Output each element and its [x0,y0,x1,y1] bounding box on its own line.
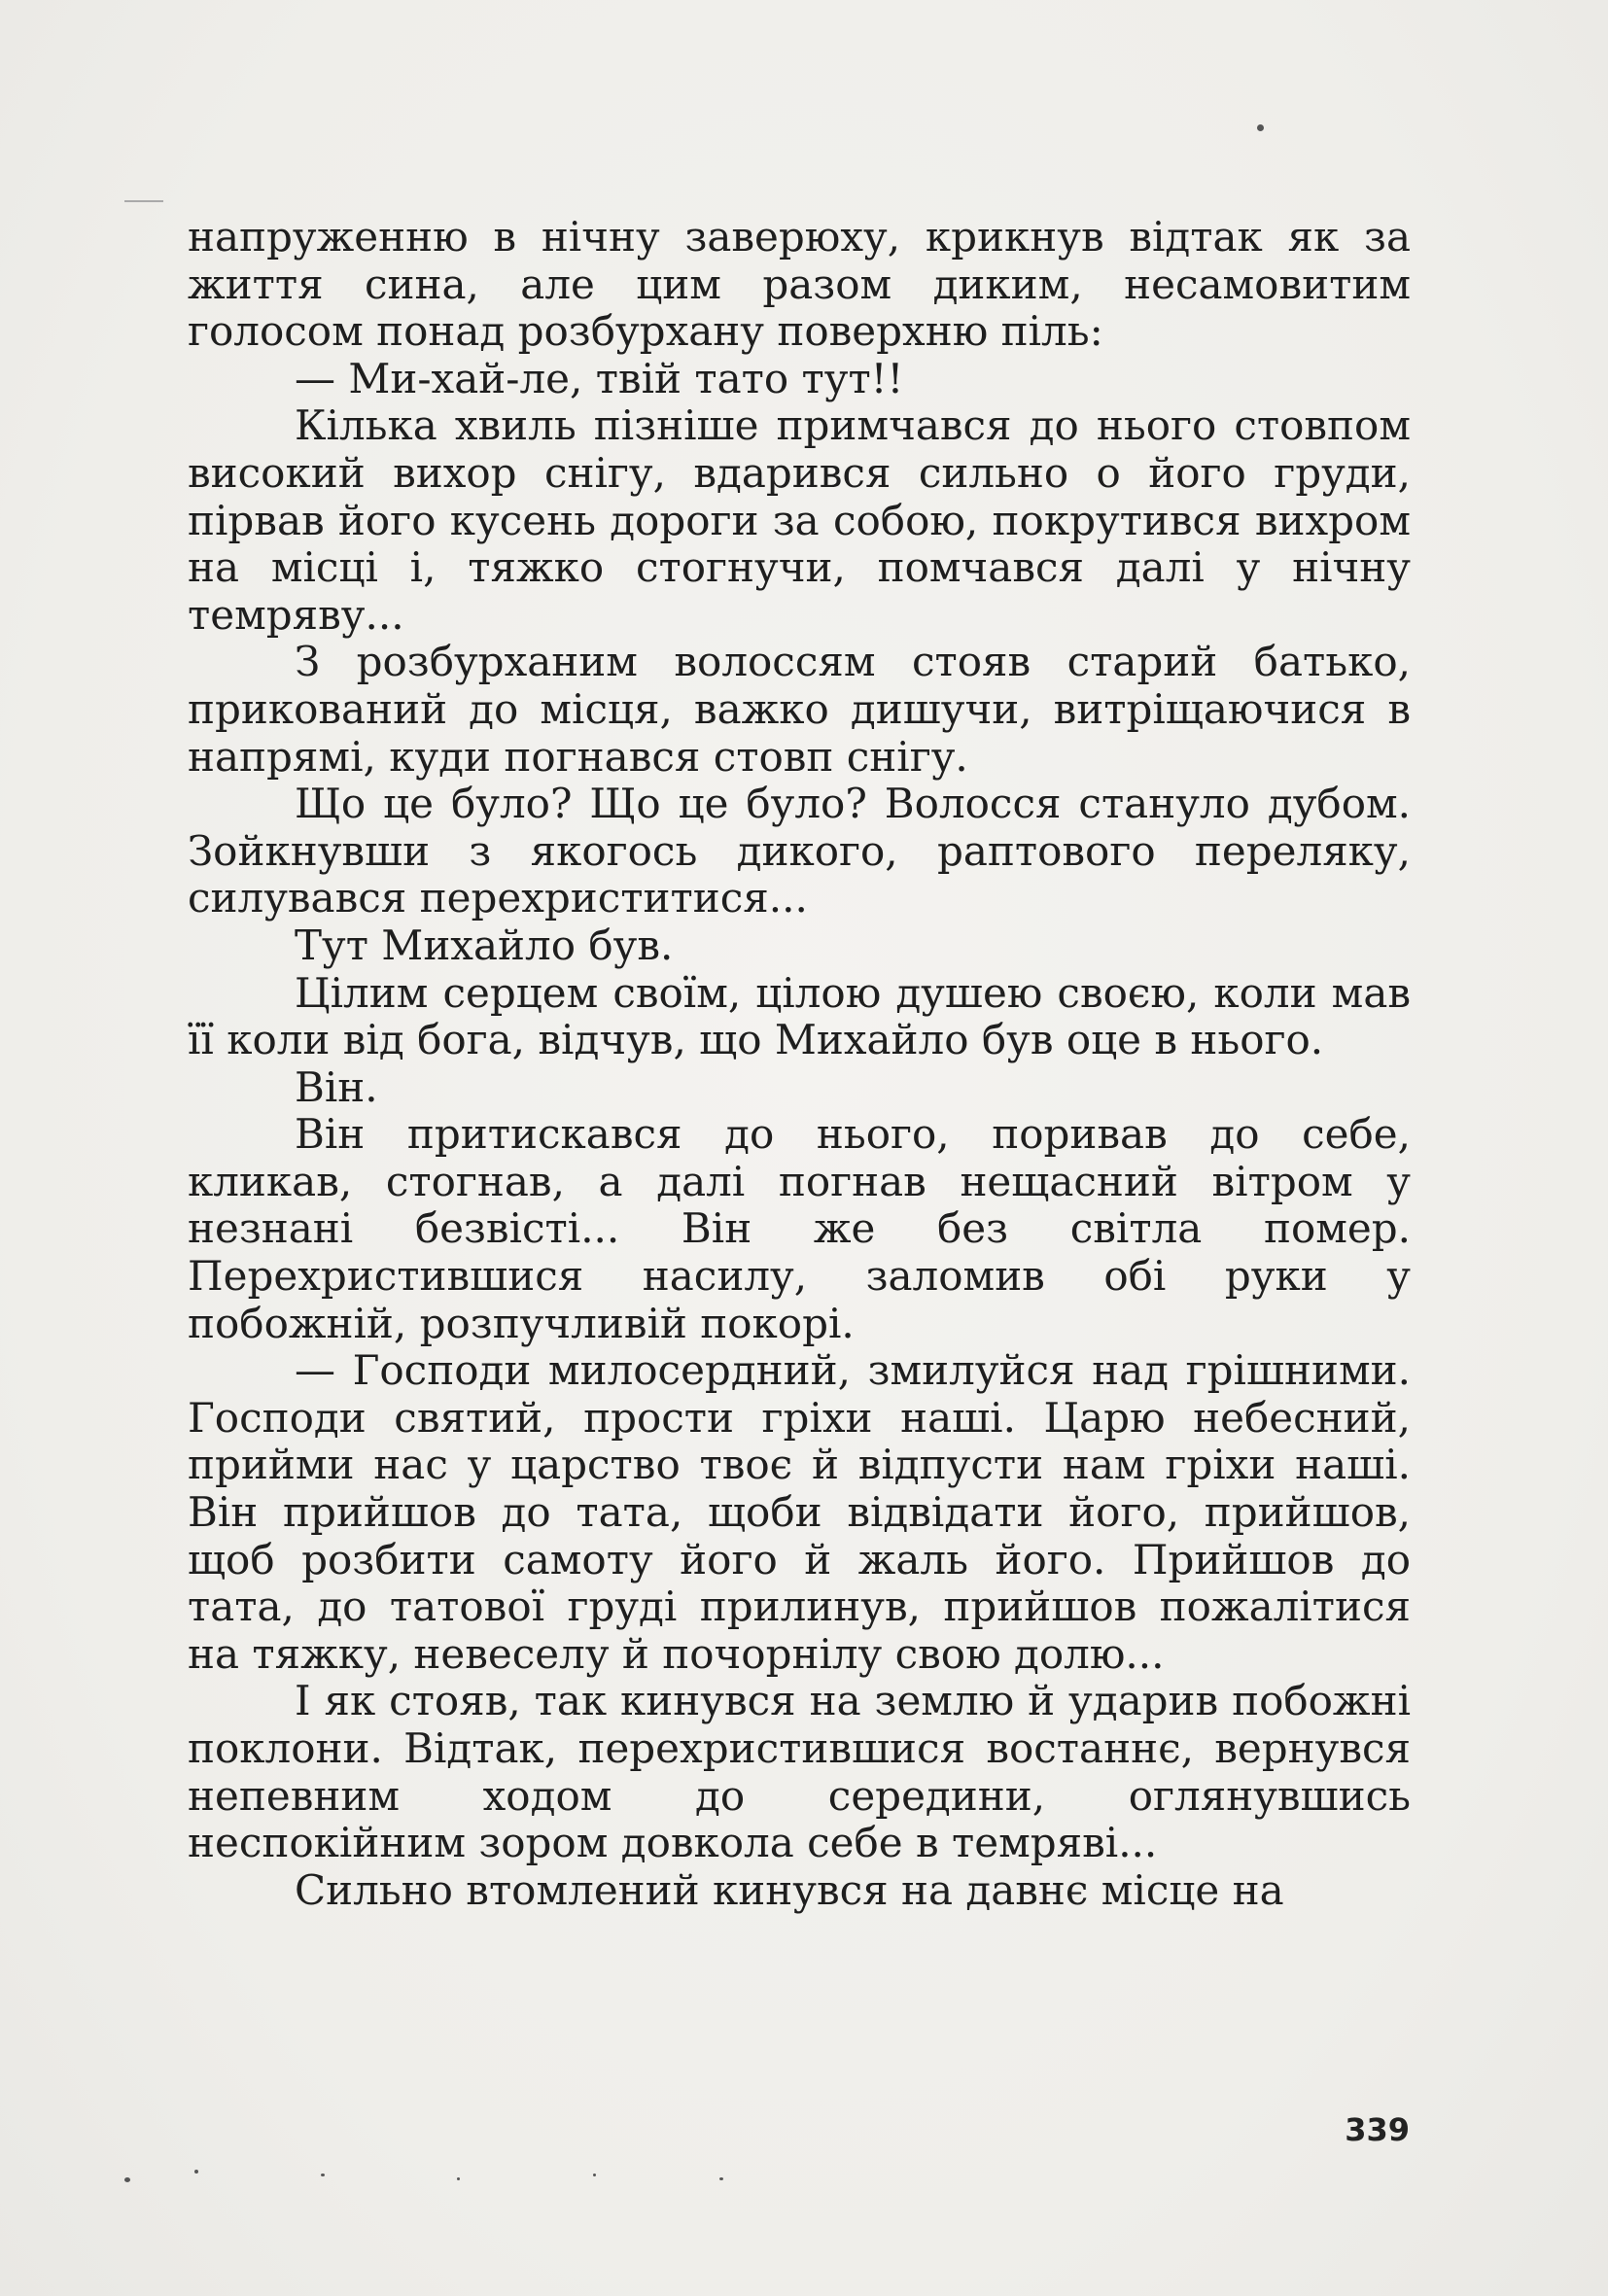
page-number: 339 [1345,2111,1410,2148]
speck [457,2177,460,2180]
speck [1257,124,1264,131]
paragraph: Цілим серцем своїм, цілою душею своєю, коли мав її коли від бога, відчув, що Михайло був оце в нього. [188,968,1411,1064]
paragraph: напруженню в нічну заверюху, крикнув відтак як за життя сина, але цим разом диким, несамовитим голосом понад розбурхану поверхню піль: [188,213,1411,356]
paragraph: І як стояв, так кинувся на землю й ударив побожні поклони. Відтак, перехристившися востаннє, вернувся непевним ходом до середини, оглянувшись неспокійним зором довкола себе в темряві... [188,1677,1411,1867]
paragraph: Кілька хвиль пізніше примчався до нього стовпом високий вихор снігу, вдарився сильно о його груди, пірвав його кусень дороги за собою, покрутився вихром на місці і, тяжко стогнучи, помчався далі у нічну темряву... [188,401,1411,639]
paragraph: Сильно втомлений кинувся на давнє місце на [295,1865,1284,1914]
speck [321,2174,325,2176]
paragraph: Він. [295,1062,378,1111]
speck [194,2170,198,2174]
speck [124,2177,130,2182]
speck [593,2174,596,2176]
paragraph: З розбурханим волоссям стояв старий батько, прикований до місця, важко дишучи, витріщаючися в напрямі, куди погнався стовп снігу. [188,638,1411,781]
paragraph: — Ми-хай-ле, твій тато тут!! [295,354,904,402]
paragraph: Він притискався до нього, поривав до себе, кликав, стогнав, а далі погнав нещасний вітром у незнані безвісті... Він же без світла помер. Перехристившися насилу, заломив обі руки у побожній, розпучливій покорі. [188,1110,1411,1347]
paragraph: Тут Михайло був. [295,921,674,969]
edge-mark [124,200,163,202]
paragraph: Що це було? Що це було? Волосся стануло дубом. Зойкнувши з якогось дикого, раптового переляку, силувався перехриститися... [188,780,1411,922]
body-text [188,214,1411,1914]
paragraph: — Господи милосердний, змилуйся над грішними. Господи святий, прости гріхи наші. Царю небесний, прийми нас у царство твоє й відпусти нам гріхи наші. Він прийшов до тата, щоби відвідати його, прийшов, щоб розбити самоту його й жаль його. Прийшов до тата, до татової груді прилинув, прийшов пожалітися на тяжку, невеселу й почорнілу свою долю... [188,1346,1411,1678]
speck [719,2177,723,2180]
